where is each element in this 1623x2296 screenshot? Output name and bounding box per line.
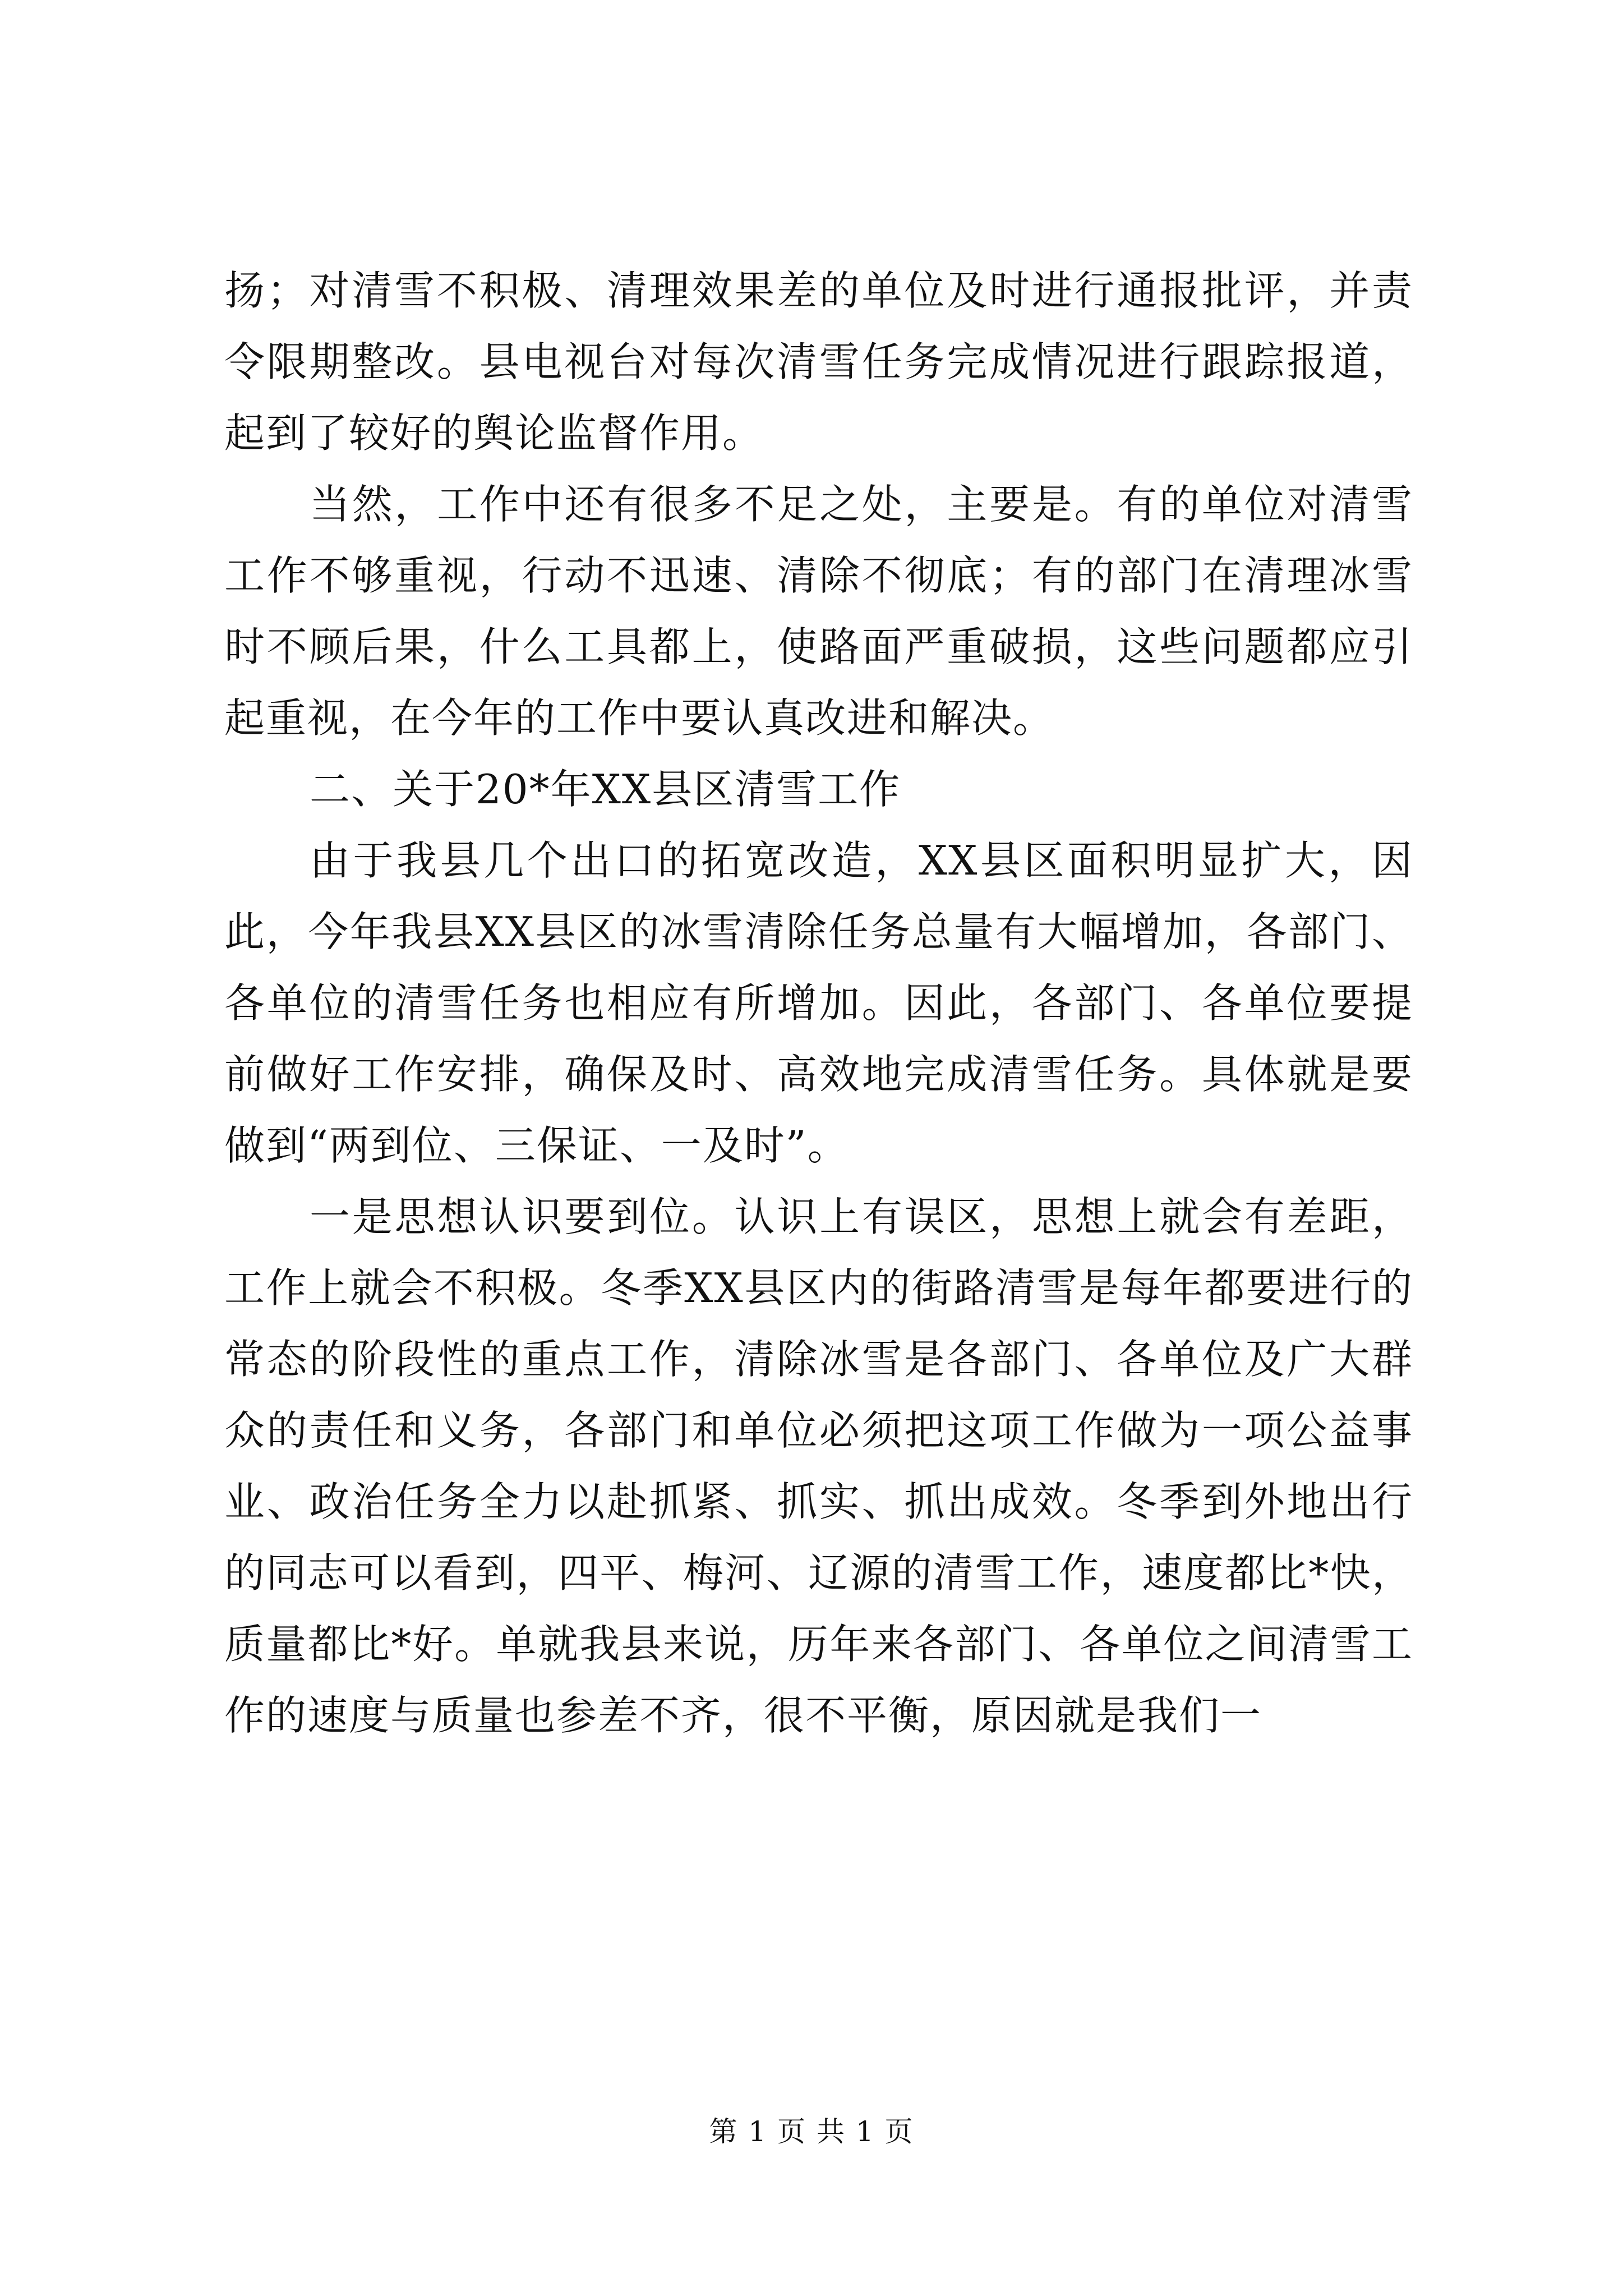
paragraph-expansion: 由于我县几个出口的拓宽改造，XX县区面积明显扩大，因此，今年我县XX县区的冰雪清除任务总量有大幅增加，各部门、各单位的清雪任务也相应有所增加。因此，各部门、各单位要提前做好工作安排，确保及时、高效地完成清雪任务。具体就是要做到“两到位、三保证、一及时”。 — [224, 837, 1413, 1169]
paragraph-awareness: 一是思想认识要到位。认识上有误区，思想上就会有差距，工作上就会不积极。冬季XX县区内的街路清雪是每年都要进行的常态的阶段性的重点工作，清除冰雪是各部门、各单位及广大群众的责任和义务，各部门和单位必须把这项工作做为一项公益事业、政治任务全力以赴抓紧、抓实、抓出成效。冬季到外地出行的同志可以看到，四平、梅河、辽源的清雪工作，速度都比*快，质量都比*好。单就我县来说，历年来各部门、各单位之间清雪工作的速度与质量也参差不齐，很不平衡，原因就是我们一 — [224, 1193, 1413, 1739]
paragraph-continuation: 扬；对清雪不积极、清理效果差的单位及时进行通报批评，并责令限期整改。县电视台对每次清雪任务完成情况进行跟踪报道，起到了较好的舆论监督作用。 — [224, 267, 1413, 457]
document-body — [224, 255, 1413, 1751]
section-heading: 二、关于20*年XX县区清雪工作 — [310, 766, 901, 813]
page-footer: 第 1 页 共 1 页 — [709, 2115, 914, 2148]
paragraph-shortcomings: 当然，工作中还有很多不足之处，主要是。有的单位对清雪工作不够重视，行动不迅速、清除不彻底；有的部门在清理冰雪时不顾后果，什么工具都上，使路面严重破损，这些问题都应引起重视，在今年的工作中要认真改进和解决。 — [224, 481, 1413, 742]
